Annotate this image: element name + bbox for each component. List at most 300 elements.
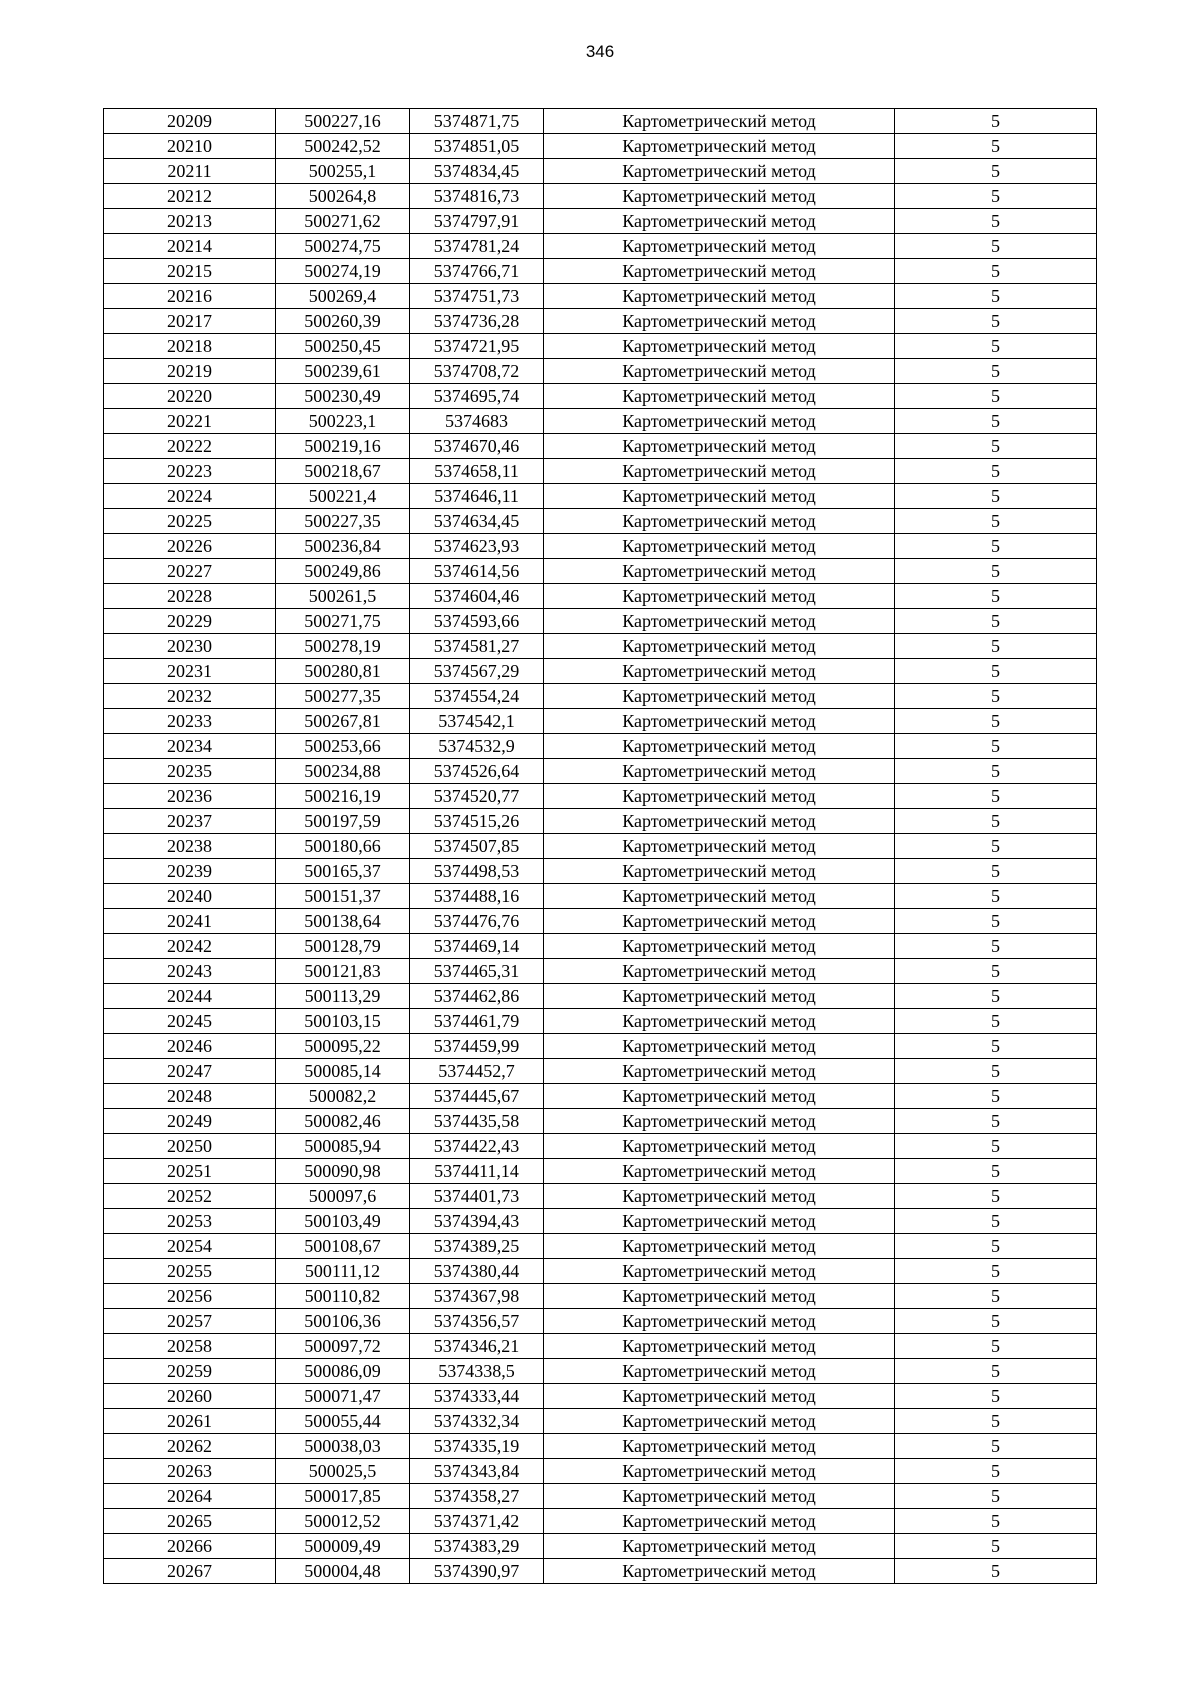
table-row — [104, 209, 1097, 234]
x-coordinate-cell: 500260,39 — [276, 309, 410, 334]
point-number-cell: 20209 — [104, 109, 276, 134]
x-coordinate-cell: 500261,5 — [276, 584, 410, 609]
x-coordinate-cell: 500055,44 — [276, 1409, 410, 1434]
point-number-cell: 20236 — [104, 784, 276, 809]
x-coordinate-cell: 500086,09 — [276, 1359, 410, 1384]
point-number-cell: 20263 — [104, 1459, 276, 1484]
x-coordinate-cell: 500242,52 — [276, 134, 410, 159]
point-number-cell: 20242 — [104, 934, 276, 959]
method-cell: Картометрический метод — [544, 234, 895, 259]
table-row — [104, 1234, 1097, 1259]
x-coordinate-cell: 500012,52 — [276, 1509, 410, 1534]
point-number-cell: 20226 — [104, 534, 276, 559]
accuracy-cell: 5 — [895, 434, 1097, 459]
y-coordinate-cell: 5374367,98 — [410, 1284, 544, 1309]
accuracy-cell: 5 — [895, 309, 1097, 334]
table-row — [104, 559, 1097, 584]
x-coordinate-cell: 500025,5 — [276, 1459, 410, 1484]
point-number-cell: 20239 — [104, 859, 276, 884]
accuracy-cell: 5 — [895, 359, 1097, 384]
accuracy-cell: 5 — [895, 734, 1097, 759]
table-row — [104, 659, 1097, 684]
accuracy-cell: 5 — [895, 1134, 1097, 1159]
accuracy-cell: 5 — [895, 1209, 1097, 1234]
point-number-cell: 20222 — [104, 434, 276, 459]
x-coordinate-cell: 500095,22 — [276, 1034, 410, 1059]
table-row — [104, 684, 1097, 709]
table-row — [104, 584, 1097, 609]
method-cell: Картометрический метод — [544, 1459, 895, 1484]
x-coordinate-cell: 500082,46 — [276, 1109, 410, 1134]
accuracy-cell: 5 — [895, 1059, 1097, 1084]
point-number-cell: 20238 — [104, 834, 276, 859]
accuracy-cell: 5 — [895, 284, 1097, 309]
table-row — [104, 1534, 1097, 1559]
method-cell: Картометрический метод — [544, 609, 895, 634]
y-coordinate-cell: 5374371,42 — [410, 1509, 544, 1534]
point-number-cell: 20234 — [104, 734, 276, 759]
accuracy-cell: 5 — [895, 1409, 1097, 1434]
table-row — [104, 1409, 1097, 1434]
table-row — [104, 1309, 1097, 1334]
x-coordinate-cell: 500103,49 — [276, 1209, 410, 1234]
y-coordinate-cell: 5374581,27 — [410, 634, 544, 659]
point-number-cell: 20233 — [104, 709, 276, 734]
y-coordinate-cell: 5374346,21 — [410, 1334, 544, 1359]
table-row — [104, 1184, 1097, 1209]
accuracy-cell: 5 — [895, 1259, 1097, 1284]
accuracy-cell: 5 — [895, 1284, 1097, 1309]
x-coordinate-cell: 500180,66 — [276, 834, 410, 859]
y-coordinate-cell: 5374452,7 — [410, 1059, 544, 1084]
accuracy-cell: 5 — [895, 1184, 1097, 1209]
table-row — [104, 184, 1097, 209]
accuracy-cell: 5 — [895, 759, 1097, 784]
method-cell: Картометрический метод — [544, 359, 895, 384]
table-row — [104, 159, 1097, 184]
x-coordinate-cell: 500017,85 — [276, 1484, 410, 1509]
y-coordinate-cell: 5374542,1 — [410, 709, 544, 734]
point-number-cell: 20231 — [104, 659, 276, 684]
y-coordinate-cell: 5374816,73 — [410, 184, 544, 209]
point-number-cell: 20210 — [104, 134, 276, 159]
x-coordinate-cell: 500151,37 — [276, 884, 410, 909]
table-row — [104, 234, 1097, 259]
page-number: 346 — [585, 42, 615, 61]
y-coordinate-cell: 5374389,25 — [410, 1234, 544, 1259]
x-coordinate-cell: 500221,4 — [276, 484, 410, 509]
table-row — [104, 534, 1097, 559]
y-coordinate-cell: 5374332,34 — [410, 1409, 544, 1434]
y-coordinate-cell: 5374380,44 — [410, 1259, 544, 1284]
y-coordinate-cell: 5374383,29 — [410, 1534, 544, 1559]
y-coordinate-cell: 5374751,73 — [410, 284, 544, 309]
method-cell: Картометрический метод — [544, 1109, 895, 1134]
table-row — [104, 984, 1097, 1009]
method-cell: Картометрический метод — [544, 1309, 895, 1334]
table-row — [104, 384, 1097, 409]
y-coordinate-cell: 5374658,11 — [410, 459, 544, 484]
table-row — [104, 959, 1097, 984]
point-number-cell: 20262 — [104, 1434, 276, 1459]
point-number-cell: 20252 — [104, 1184, 276, 1209]
y-coordinate-cell: 5374338,5 — [410, 1359, 544, 1384]
table-row — [104, 1084, 1097, 1109]
point-number-cell: 20221 — [104, 409, 276, 434]
x-coordinate-cell: 500110,82 — [276, 1284, 410, 1309]
method-cell: Картометрический метод — [544, 1334, 895, 1359]
method-cell: Картометрический метод — [544, 959, 895, 984]
accuracy-cell: 5 — [895, 334, 1097, 359]
method-cell: Картометрический метод — [544, 759, 895, 784]
table-row — [104, 609, 1097, 634]
method-cell: Картометрический метод — [544, 1209, 895, 1234]
table-row — [104, 484, 1097, 509]
method-cell: Картометрический метод — [544, 834, 895, 859]
method-cell: Картометрический метод — [544, 434, 895, 459]
x-coordinate-cell: 500264,8 — [276, 184, 410, 209]
y-coordinate-cell: 5374834,45 — [410, 159, 544, 184]
method-cell: Картометрический метод — [544, 284, 895, 309]
y-coordinate-cell: 5374462,86 — [410, 984, 544, 1009]
y-coordinate-cell: 5374459,99 — [410, 1034, 544, 1059]
table-row — [104, 1134, 1097, 1159]
y-coordinate-cell: 5374333,44 — [410, 1384, 544, 1409]
accuracy-cell: 5 — [895, 1234, 1097, 1259]
y-coordinate-cell: 5374515,26 — [410, 809, 544, 834]
table-row — [104, 1034, 1097, 1059]
accuracy-cell: 5 — [895, 959, 1097, 984]
x-coordinate-cell: 500236,84 — [276, 534, 410, 559]
method-cell: Картометрический метод — [544, 1534, 895, 1559]
accuracy-cell: 5 — [895, 1434, 1097, 1459]
accuracy-cell: 5 — [895, 1384, 1097, 1409]
x-coordinate-cell: 500250,45 — [276, 334, 410, 359]
table-row — [104, 1559, 1097, 1584]
y-coordinate-cell: 5374634,45 — [410, 509, 544, 534]
y-coordinate-cell: 5374567,29 — [410, 659, 544, 684]
x-coordinate-cell: 500277,35 — [276, 684, 410, 709]
table-row — [104, 1384, 1097, 1409]
method-cell: Картометрический метод — [544, 484, 895, 509]
point-number-cell: 20214 — [104, 234, 276, 259]
accuracy-cell: 5 — [895, 809, 1097, 834]
point-number-cell: 20218 — [104, 334, 276, 359]
x-coordinate-cell: 500121,83 — [276, 959, 410, 984]
method-cell: Картометрический метод — [544, 1084, 895, 1109]
y-coordinate-cell: 5374646,11 — [410, 484, 544, 509]
y-coordinate-cell: 5374695,74 — [410, 384, 544, 409]
method-cell: Картометрический метод — [544, 859, 895, 884]
method-cell: Картометрический метод — [544, 409, 895, 434]
x-coordinate-cell: 500038,03 — [276, 1434, 410, 1459]
accuracy-cell: 5 — [895, 1159, 1097, 1184]
method-cell: Картометрический метод — [544, 659, 895, 684]
accuracy-cell: 5 — [895, 1309, 1097, 1334]
x-coordinate-cell: 500085,14 — [276, 1059, 410, 1084]
table-row — [104, 834, 1097, 859]
x-coordinate-cell: 500239,61 — [276, 359, 410, 384]
y-coordinate-cell: 5374465,31 — [410, 959, 544, 984]
table-row — [104, 259, 1097, 284]
y-coordinate-cell: 5374871,75 — [410, 109, 544, 134]
x-coordinate-cell: 500269,4 — [276, 284, 410, 309]
table-row — [104, 309, 1097, 334]
y-coordinate-cell: 5374476,76 — [410, 909, 544, 934]
y-coordinate-cell: 5374604,46 — [410, 584, 544, 609]
accuracy-cell: 5 — [895, 534, 1097, 559]
method-cell: Картометрический метод — [544, 984, 895, 1009]
y-coordinate-cell: 5374422,43 — [410, 1134, 544, 1159]
method-cell: Картометрический метод — [544, 309, 895, 334]
method-cell: Картометрический метод — [544, 559, 895, 584]
y-coordinate-cell: 5374394,43 — [410, 1209, 544, 1234]
point-number-cell: 20255 — [104, 1259, 276, 1284]
x-coordinate-cell: 500128,79 — [276, 934, 410, 959]
accuracy-cell: 5 — [895, 1459, 1097, 1484]
method-cell: Картометрический метод — [544, 1509, 895, 1534]
x-coordinate-cell: 500004,48 — [276, 1559, 410, 1584]
accuracy-cell: 5 — [895, 659, 1097, 684]
accuracy-cell: 5 — [895, 384, 1097, 409]
y-coordinate-cell: 5374708,72 — [410, 359, 544, 384]
coordinates-table — [103, 108, 1097, 1584]
accuracy-cell: 5 — [895, 884, 1097, 909]
y-coordinate-cell: 5374469,14 — [410, 934, 544, 959]
point-number-cell: 20220 — [104, 384, 276, 409]
point-number-cell: 20266 — [104, 1534, 276, 1559]
point-number-cell: 20253 — [104, 1209, 276, 1234]
point-number-cell: 20212 — [104, 184, 276, 209]
x-coordinate-cell: 500106,36 — [276, 1309, 410, 1334]
table-row — [104, 334, 1097, 359]
method-cell: Картометрический метод — [544, 634, 895, 659]
x-coordinate-cell: 500111,12 — [276, 1259, 410, 1284]
point-number-cell: 20267 — [104, 1559, 276, 1584]
point-number-cell: 20259 — [104, 1359, 276, 1384]
y-coordinate-cell: 5374498,53 — [410, 859, 544, 884]
method-cell: Картометрический метод — [544, 1284, 895, 1309]
y-coordinate-cell: 5374356,57 — [410, 1309, 544, 1334]
point-number-cell: 20245 — [104, 1009, 276, 1034]
point-number-cell: 20215 — [104, 259, 276, 284]
point-number-cell: 20213 — [104, 209, 276, 234]
table-row — [104, 1009, 1097, 1034]
method-cell: Картометрический метод — [544, 734, 895, 759]
method-cell: Картометрический метод — [544, 209, 895, 234]
y-coordinate-cell: 5374343,84 — [410, 1459, 544, 1484]
point-number-cell: 20254 — [104, 1234, 276, 1259]
accuracy-cell: 5 — [895, 1359, 1097, 1384]
y-coordinate-cell: 5374797,91 — [410, 209, 544, 234]
point-number-cell: 20237 — [104, 809, 276, 834]
accuracy-cell: 5 — [895, 184, 1097, 209]
y-coordinate-cell: 5374593,66 — [410, 609, 544, 634]
point-number-cell: 20250 — [104, 1134, 276, 1159]
table-row — [104, 709, 1097, 734]
point-number-cell: 20228 — [104, 584, 276, 609]
table-row — [104, 1334, 1097, 1359]
method-cell: Картометрический метод — [544, 709, 895, 734]
x-coordinate-cell: 500223,1 — [276, 409, 410, 434]
accuracy-cell: 5 — [895, 1084, 1097, 1109]
x-coordinate-cell: 500234,88 — [276, 759, 410, 784]
method-cell: Картометрический метод — [544, 259, 895, 284]
table-row — [104, 784, 1097, 809]
method-cell: Картометрический метод — [544, 184, 895, 209]
point-number-cell: 20216 — [104, 284, 276, 309]
coordinates-table-body — [104, 109, 1097, 1584]
accuracy-cell: 5 — [895, 609, 1097, 634]
method-cell: Картометрический метод — [544, 1384, 895, 1409]
table-row — [104, 1459, 1097, 1484]
y-coordinate-cell: 5374401,73 — [410, 1184, 544, 1209]
x-coordinate-cell: 500227,35 — [276, 509, 410, 534]
y-coordinate-cell: 5374358,27 — [410, 1484, 544, 1509]
x-coordinate-cell: 500138,64 — [276, 909, 410, 934]
x-coordinate-cell: 500253,66 — [276, 734, 410, 759]
y-coordinate-cell: 5374623,93 — [410, 534, 544, 559]
accuracy-cell: 5 — [895, 159, 1097, 184]
y-coordinate-cell: 5374721,95 — [410, 334, 544, 359]
x-coordinate-cell: 500255,1 — [276, 159, 410, 184]
method-cell: Картометрический метод — [544, 884, 895, 909]
method-cell: Картометрический метод — [544, 909, 895, 934]
point-number-cell: 20248 — [104, 1084, 276, 1109]
table-row — [104, 1159, 1097, 1184]
method-cell: Картометрический метод — [544, 1434, 895, 1459]
table-row — [104, 1484, 1097, 1509]
table-row — [104, 934, 1097, 959]
point-number-cell: 20246 — [104, 1034, 276, 1059]
x-coordinate-cell: 500108,67 — [276, 1234, 410, 1259]
method-cell: Картометрический метод — [544, 1484, 895, 1509]
method-cell: Картометрический метод — [544, 1259, 895, 1284]
accuracy-cell: 5 — [895, 834, 1097, 859]
x-coordinate-cell: 500097,72 — [276, 1334, 410, 1359]
x-coordinate-cell: 500090,98 — [276, 1159, 410, 1184]
y-coordinate-cell: 5374520,77 — [410, 784, 544, 809]
y-coordinate-cell: 5374461,79 — [410, 1009, 544, 1034]
table-row — [104, 634, 1097, 659]
x-coordinate-cell: 500103,15 — [276, 1009, 410, 1034]
method-cell: Картометрический метод — [544, 534, 895, 559]
accuracy-cell: 5 — [895, 1334, 1097, 1359]
point-number-cell: 20229 — [104, 609, 276, 634]
accuracy-cell: 5 — [895, 134, 1097, 159]
table-row — [104, 1509, 1097, 1534]
accuracy-cell: 5 — [895, 584, 1097, 609]
y-coordinate-cell: 5374488,16 — [410, 884, 544, 909]
y-coordinate-cell: 5374445,67 — [410, 1084, 544, 1109]
point-number-cell: 20257 — [104, 1309, 276, 1334]
table-row — [104, 734, 1097, 759]
method-cell: Картометрический метод — [544, 584, 895, 609]
point-number-cell: 20217 — [104, 309, 276, 334]
table-row — [104, 509, 1097, 534]
y-coordinate-cell: 5374614,56 — [410, 559, 544, 584]
method-cell: Картометрический метод — [544, 1134, 895, 1159]
accuracy-cell: 5 — [895, 1534, 1097, 1559]
table-row — [104, 409, 1097, 434]
table-row — [104, 884, 1097, 909]
accuracy-cell: 5 — [895, 409, 1097, 434]
accuracy-cell: 5 — [895, 484, 1097, 509]
table-row — [104, 859, 1097, 884]
x-coordinate-cell: 500216,19 — [276, 784, 410, 809]
method-cell: Картометрический метод — [544, 334, 895, 359]
accuracy-cell: 5 — [895, 859, 1097, 884]
y-coordinate-cell: 5374554,24 — [410, 684, 544, 709]
x-coordinate-cell: 500227,16 — [276, 109, 410, 134]
method-cell: Картометрический метод — [544, 159, 895, 184]
accuracy-cell: 5 — [895, 459, 1097, 484]
point-number-cell: 20219 — [104, 359, 276, 384]
method-cell: Картометрический метод — [544, 1059, 895, 1084]
x-coordinate-cell: 500082,2 — [276, 1084, 410, 1109]
point-number-cell: 20241 — [104, 909, 276, 934]
accuracy-cell: 5 — [895, 1109, 1097, 1134]
y-coordinate-cell: 5374526,64 — [410, 759, 544, 784]
table-row — [104, 759, 1097, 784]
accuracy-cell: 5 — [895, 984, 1097, 1009]
y-coordinate-cell: 5374781,24 — [410, 234, 544, 259]
point-number-cell: 20265 — [104, 1509, 276, 1534]
method-cell: Картометрический метод — [544, 1559, 895, 1584]
point-number-cell: 20264 — [104, 1484, 276, 1509]
accuracy-cell: 5 — [895, 684, 1097, 709]
x-coordinate-cell: 500085,94 — [276, 1134, 410, 1159]
method-cell: Картометрический метод — [544, 134, 895, 159]
y-coordinate-cell: 5374335,19 — [410, 1434, 544, 1459]
method-cell: Картометрический метод — [544, 459, 895, 484]
method-cell: Картометрический метод — [544, 809, 895, 834]
x-coordinate-cell: 500113,29 — [276, 984, 410, 1009]
accuracy-cell: 5 — [895, 509, 1097, 534]
table-row — [104, 459, 1097, 484]
method-cell: Картометрический метод — [544, 934, 895, 959]
point-number-cell: 20249 — [104, 1109, 276, 1134]
y-coordinate-cell: 5374532,9 — [410, 734, 544, 759]
accuracy-cell: 5 — [895, 234, 1097, 259]
x-coordinate-cell: 500165,37 — [276, 859, 410, 884]
point-number-cell: 20227 — [104, 559, 276, 584]
x-coordinate-cell: 500071,47 — [276, 1384, 410, 1409]
y-coordinate-cell: 5374851,05 — [410, 134, 544, 159]
x-coordinate-cell: 500230,49 — [276, 384, 410, 409]
point-number-cell: 20244 — [104, 984, 276, 1009]
point-number-cell: 20225 — [104, 509, 276, 534]
method-cell: Картометрический метод — [544, 1184, 895, 1209]
table-row — [104, 1209, 1097, 1234]
accuracy-cell: 5 — [895, 1009, 1097, 1034]
point-number-cell: 20247 — [104, 1059, 276, 1084]
y-coordinate-cell: 5374435,58 — [410, 1109, 544, 1134]
accuracy-cell: 5 — [895, 209, 1097, 234]
method-cell: Картометрический метод — [544, 1009, 895, 1034]
x-coordinate-cell: 500278,19 — [276, 634, 410, 659]
table-row — [104, 809, 1097, 834]
x-coordinate-cell: 500271,62 — [276, 209, 410, 234]
method-cell: Картометрический метод — [544, 1409, 895, 1434]
point-number-cell: 20240 — [104, 884, 276, 909]
x-coordinate-cell: 500280,81 — [276, 659, 410, 684]
table-row — [104, 1109, 1097, 1134]
method-cell: Картометрический метод — [544, 109, 895, 134]
x-coordinate-cell: 500219,16 — [276, 434, 410, 459]
y-coordinate-cell: 5374766,71 — [410, 259, 544, 284]
table-row — [104, 284, 1097, 309]
